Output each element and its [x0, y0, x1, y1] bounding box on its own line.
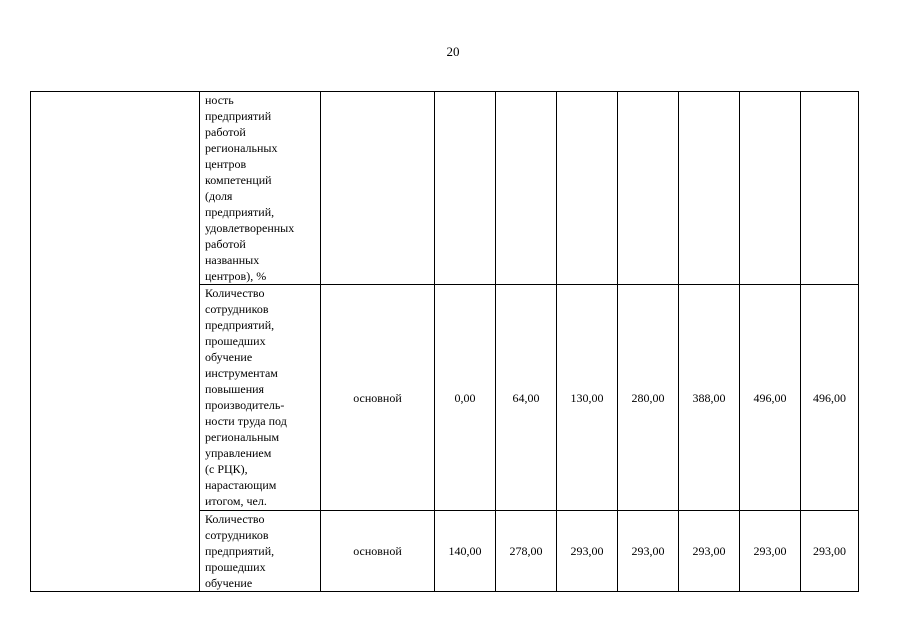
indicator-description: Количество сотрудников предприятий, прошедших обучение инструментам повышения производитель- ности труда под региональным управлением (с РЦК), нарастающим итогом, чел.: [200, 285, 321, 511]
indicator-description: ность предприятий работой региональных центров компетенций (доля предприятий, удовлетворенных работой названных центров), %: [200, 92, 321, 285]
indicator-type: [321, 92, 435, 285]
value-cell: 293,00: [679, 511, 740, 592]
value-cell: 293,00: [801, 511, 859, 592]
indicator-type: основной: [321, 285, 435, 511]
value-cell: [435, 92, 496, 285]
value-cell: [496, 92, 557, 285]
indicator-type: основной: [321, 511, 435, 592]
value-cell: [740, 92, 801, 285]
value-cell: 0,00: [435, 285, 496, 511]
indicator-table: [30, 91, 859, 592]
value-cell: [557, 92, 618, 285]
value-cell: [679, 92, 740, 285]
value-cell: 388,00: [679, 285, 740, 511]
page-number: 20: [446, 44, 460, 59]
table-row: [31, 92, 859, 285]
value-cell: 293,00: [557, 511, 618, 592]
value-cell: 496,00: [801, 285, 859, 511]
value-cell: 64,00: [496, 285, 557, 511]
value-cell: [618, 92, 679, 285]
value-cell: 293,00: [618, 511, 679, 592]
value-cell: [801, 92, 859, 285]
value-cell: 140,00: [435, 511, 496, 592]
value-cell: 278,00: [496, 511, 557, 592]
value-cell: 293,00: [740, 511, 801, 592]
indicator-description: Количество сотрудников предприятий, прошедших обучение: [200, 511, 321, 592]
value-cell: 280,00: [618, 285, 679, 511]
empty-first-column-cell: [31, 92, 200, 592]
value-cell: 130,00: [557, 285, 618, 511]
value-cell: 496,00: [740, 285, 801, 511]
